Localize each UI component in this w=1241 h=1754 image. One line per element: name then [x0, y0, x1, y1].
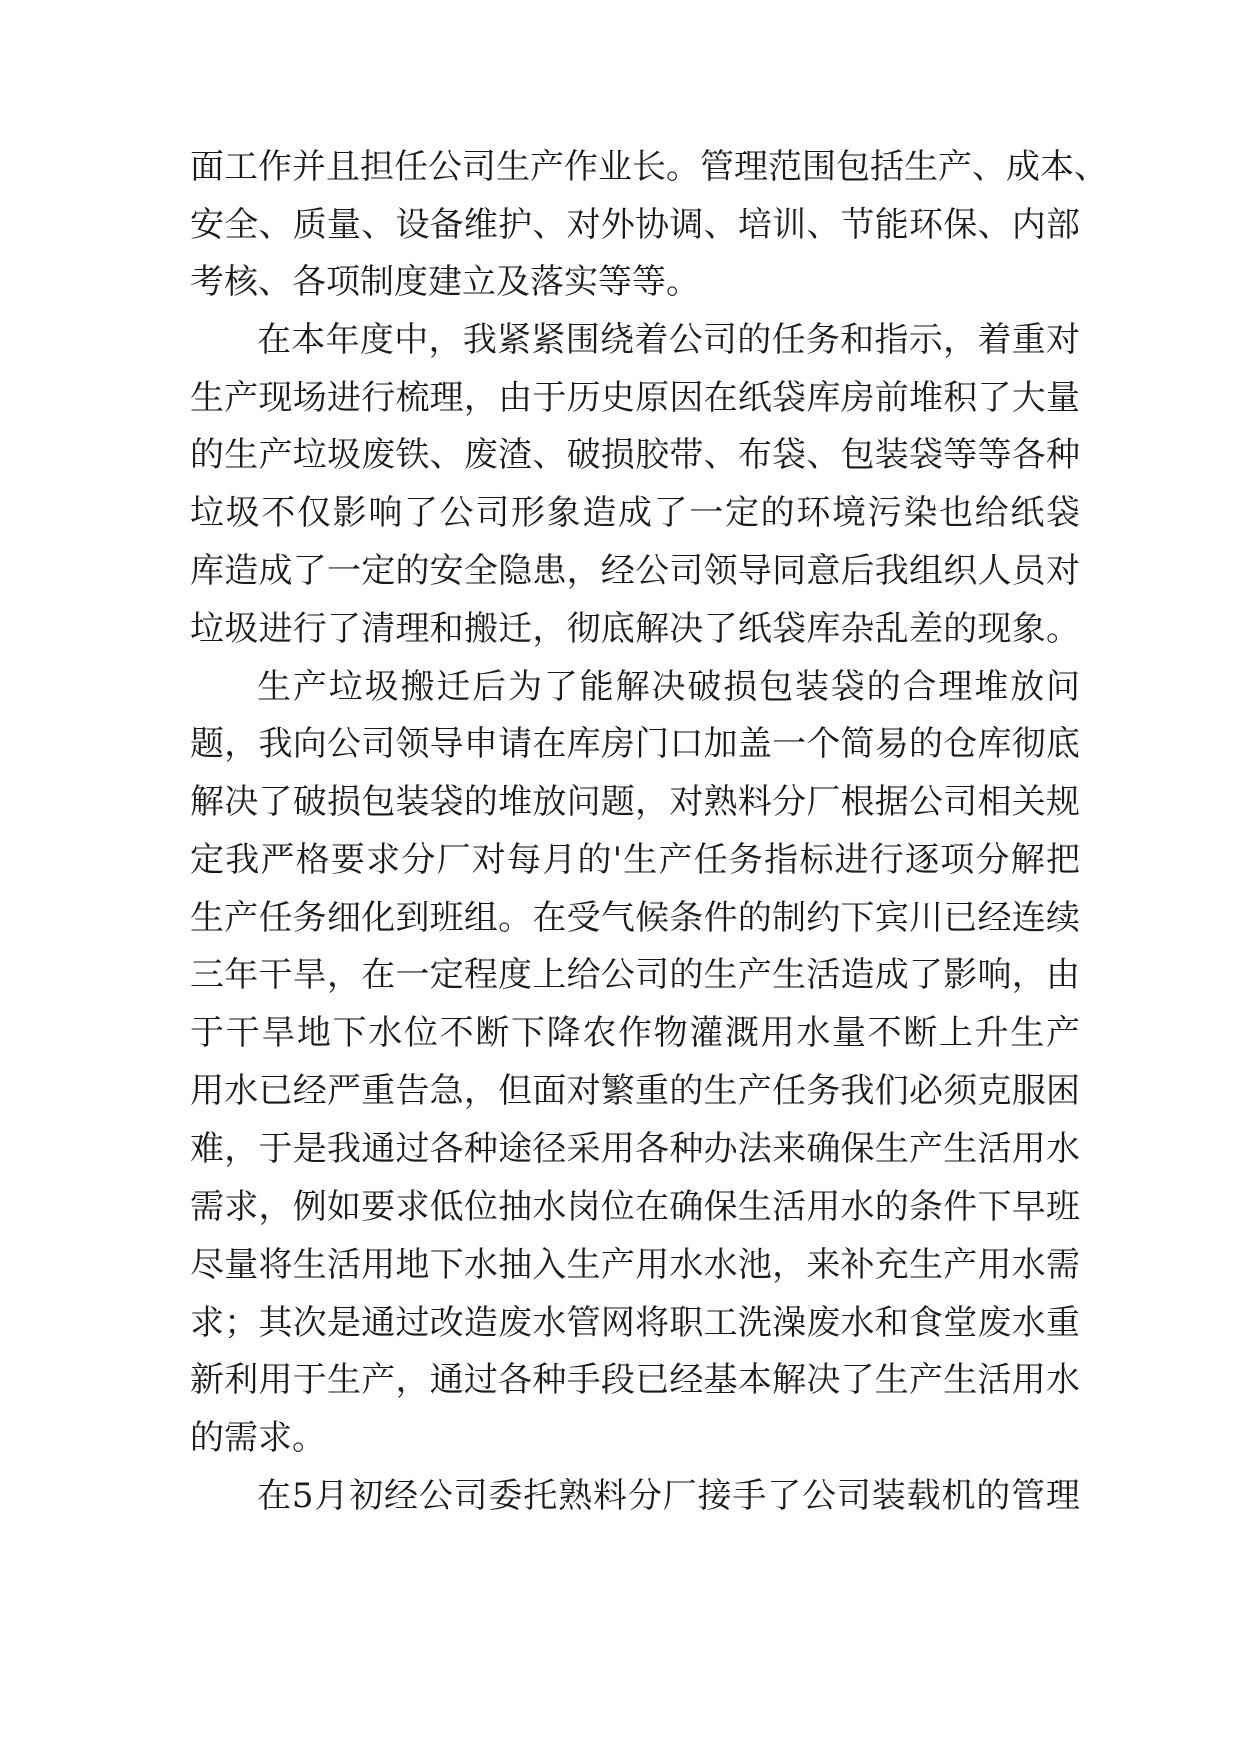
text-line: 三年干旱，在一定程度上给公司的生产生活造成了影响，由	[190, 955, 1080, 995]
text-line: 垃圾进行了清理和搬迁，彻底解决了纸袋库杂乱差的现象。	[190, 609, 1080, 649]
text-line: 难，于是我通过各种途径采用各种办法来确保生产生活用水	[190, 1129, 1080, 1169]
text-line: 垃圾不仅影响了公司形象造成了一定的环境污染也给纸袋	[190, 493, 1080, 533]
text-line: 的需求。	[190, 1418, 326, 1458]
text-line: 用水已经严重告急，但面对繁重的生产任务我们必须克服困	[190, 1071, 1080, 1111]
text-line: 库造成了一定的安全隐患，经公司领导同意后我组织人员对	[190, 551, 1080, 591]
text-line: 于干旱地下水位不断下降农作物灌溉用水量不断上升生产	[190, 1013, 1080, 1053]
text-line: 安全、质量、设备维护、对外协调、培训、节能环保、内部	[190, 205, 1080, 245]
text-line: 定我严格要求分厂对每月的'生产任务指标进行逐项分解把	[190, 840, 1080, 880]
paragraph-first-line: 在本年度中，我紧紧围绕着公司的任务和指示，着重对	[257, 320, 1080, 360]
text-line: 尽量将生活用地下水抽入生产用水水池，来补充生产用水需	[190, 1245, 1080, 1285]
text-line: 题，我向公司领导申请在库房门口加盖一个简易的仓库彻底	[190, 724, 1080, 764]
text-line: 求；其次是通过改造废水管网将职工洗澡废水和食堂废水重	[190, 1303, 1080, 1343]
text-line: 生产任务细化到班组。在受气候条件的制约下宾川已经连续	[190, 898, 1080, 938]
text-line: 需求，例如要求低位抽水岗位在确保生活用水的条件下早班	[190, 1187, 1080, 1227]
paragraph-first-line: 在5月初经公司委托熟料分厂接手了公司装载机的管理	[257, 1476, 1080, 1516]
text-line: 解决了破损包装袋的堆放问题，对熟料分厂根据公司相关规	[190, 782, 1080, 822]
text-line: 面工作并且担任公司生产作业长。管理范围包括生产、成本、	[190, 147, 1108, 187]
text-line: 的生产垃圾废铁、废渣、破损胶带、布袋、包装袋等等各种	[190, 435, 1080, 475]
paragraph-first-line: 生产垃圾搬迁后为了能解决破损包装袋的合理堆放问	[257, 667, 1080, 707]
text-line: 新利用于生产，通过各种手段已经基本解决了生产生活用水	[190, 1360, 1080, 1400]
text-line: 考核、各项制度建立及落实等等。	[190, 262, 700, 302]
text-line: 生产现场进行梳理，由于历史原因在纸袋库房前堆积了大量	[190, 378, 1080, 418]
